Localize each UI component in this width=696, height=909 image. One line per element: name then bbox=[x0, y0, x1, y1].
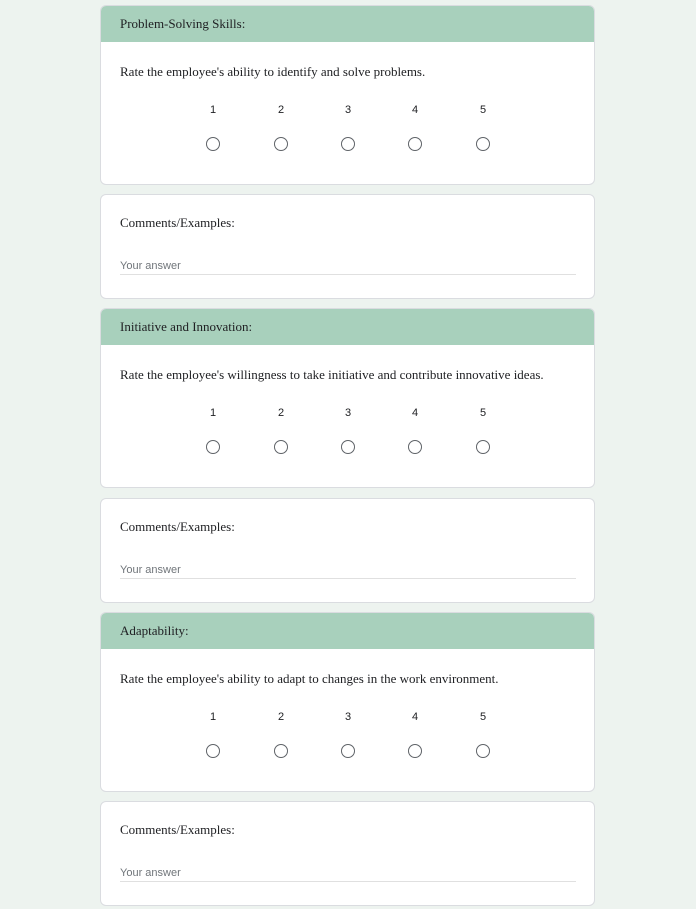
radio-option-5[interactable] bbox=[476, 744, 490, 758]
radio-option-2[interactable] bbox=[274, 137, 288, 151]
section-title: Adaptability: bbox=[101, 613, 594, 649]
comments-card-problem-solving bbox=[100, 194, 595, 299]
radio-option-5[interactable] bbox=[476, 137, 490, 151]
scale-label-2: 2 bbox=[277, 407, 285, 419]
question-text: Rate the employee's ability to adapt to changes in the work environment. bbox=[120, 671, 499, 686]
scale-label-5: 5 bbox=[479, 104, 487, 116]
radio-option-3[interactable] bbox=[341, 744, 355, 758]
radio-option-2[interactable] bbox=[274, 744, 288, 758]
scale-label-4: 4 bbox=[411, 711, 419, 723]
radio-option-3[interactable] bbox=[341, 137, 355, 151]
question-text: Rate the employee's willingness to take initiative and contribute innovative ideas. bbox=[120, 367, 544, 382]
section-title: Initiative and Innovation: bbox=[101, 309, 594, 345]
scale-label-1: 1 bbox=[209, 104, 217, 116]
radio-option-4[interactable] bbox=[408, 744, 422, 758]
radio-option-1[interactable] bbox=[206, 744, 220, 758]
rating-card-problem-solving bbox=[100, 5, 595, 185]
comments-label: Comments/Examples: bbox=[120, 215, 235, 230]
radio-option-3[interactable] bbox=[341, 440, 355, 454]
scale-label-1: 1 bbox=[209, 711, 217, 723]
section-title: Problem-Solving Skills: bbox=[101, 6, 594, 42]
radio-option-5[interactable] bbox=[476, 440, 490, 454]
comments-answer-input[interactable] bbox=[120, 561, 576, 579]
scale-label-3: 3 bbox=[344, 407, 352, 419]
comments-card-initiative bbox=[100, 498, 595, 603]
radio-option-1[interactable] bbox=[206, 440, 220, 454]
comments-label: Comments/Examples: bbox=[120, 519, 235, 534]
question-text: Rate the employee's ability to identify and solve problems. bbox=[120, 64, 426, 79]
rating-card-initiative bbox=[100, 308, 595, 488]
scale-label-1: 1 bbox=[209, 407, 217, 419]
scale-label-3: 3 bbox=[344, 711, 352, 723]
scale-label-5: 5 bbox=[479, 711, 487, 723]
radio-option-4[interactable] bbox=[408, 137, 422, 151]
comments-answer-input[interactable] bbox=[120, 257, 576, 275]
comments-label: Comments/Examples: bbox=[120, 822, 235, 837]
scale-label-3: 3 bbox=[344, 104, 352, 116]
scale-label-4: 4 bbox=[411, 104, 419, 116]
radio-option-2[interactable] bbox=[274, 440, 288, 454]
rating-card-adaptability bbox=[100, 612, 595, 792]
comments-card-adaptability bbox=[100, 801, 595, 906]
radio-option-1[interactable] bbox=[206, 137, 220, 151]
radio-option-4[interactable] bbox=[408, 440, 422, 454]
comments-answer-input[interactable] bbox=[120, 864, 576, 882]
scale-label-2: 2 bbox=[277, 711, 285, 723]
scale-label-4: 4 bbox=[411, 407, 419, 419]
scale-label-5: 5 bbox=[479, 407, 487, 419]
scale-label-2: 2 bbox=[277, 104, 285, 116]
